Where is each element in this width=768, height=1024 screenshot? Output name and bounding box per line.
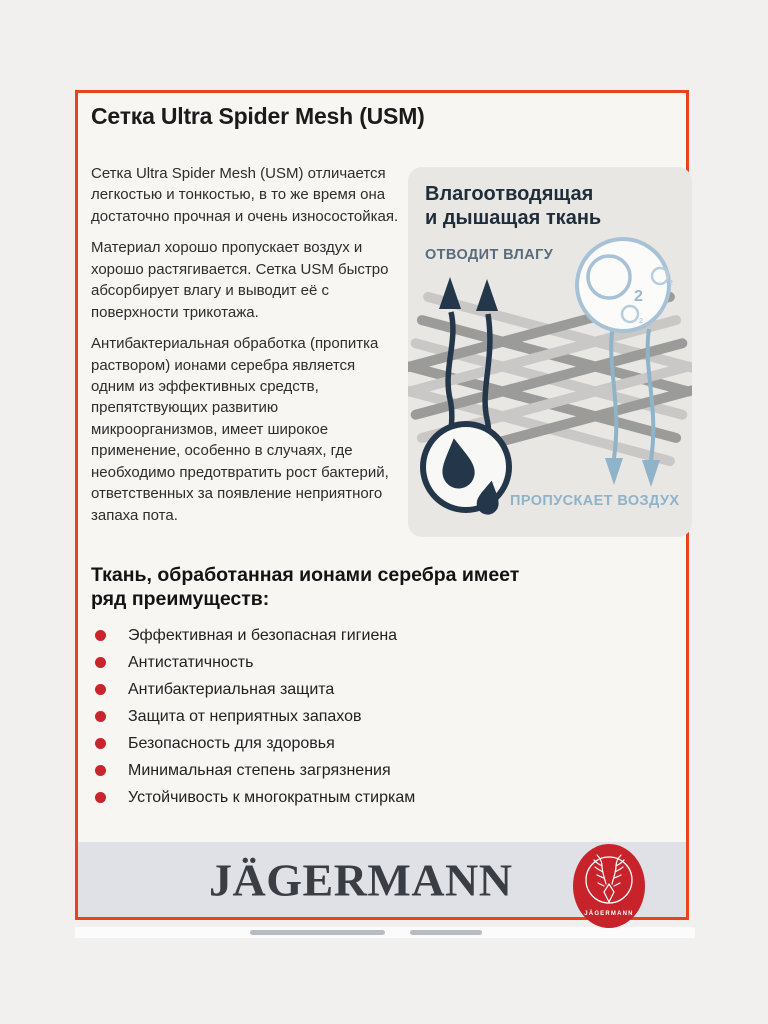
bullet-dot-icon bbox=[95, 684, 106, 695]
bullet-dot-icon bbox=[95, 630, 106, 641]
svg-text:2: 2 bbox=[639, 318, 643, 325]
brand-footer bbox=[78, 842, 686, 917]
list-item bbox=[95, 676, 415, 703]
list-item-label: Устойчивость к многократным стиркам bbox=[128, 788, 416, 806]
oxygen-circle-icon bbox=[577, 239, 673, 331]
diagram-title-line1: Влагоотводящая bbox=[425, 183, 594, 205]
list-item-label: Минимальная степень загрязнения bbox=[128, 761, 391, 779]
description-paragraph: Антибактериальная обработка (пропитка раствором) ионами серебра является одним из эффективных средств, препятствующих развитию микроорганизмов, имеет широкое применение, особенно в случаях, где необходимо предотвратить рост бактерий, ответственных за появление неприятного запаха пота. bbox=[91, 335, 389, 524]
svg-text:2: 2 bbox=[669, 280, 673, 287]
description-paragraph: Сетка Ultra Spider Mesh (USM) отличается легкостью и тонкостью, в то же время она достаточно прочная и очень износостойкая. bbox=[91, 165, 399, 225]
diagram-title bbox=[425, 182, 601, 231]
list-item-label: Эффективная и безопасная гигиена bbox=[128, 626, 398, 644]
bullet-dot-icon bbox=[95, 765, 106, 776]
description-paragraph: Материал хорошо пропускает воздух и хорошо растягивается. Сетка USM быстро абсорбирует влагу и выводит её с поверхности трикотажа. bbox=[91, 239, 389, 321]
list-item-label: Защита от неприятных запахов bbox=[128, 707, 362, 725]
list-item bbox=[95, 757, 415, 784]
list-item bbox=[95, 649, 415, 676]
brand-wordmark: JÄGERMANN bbox=[209, 854, 513, 905]
svg-text:2: 2 bbox=[634, 288, 643, 305]
wicks-moisture-label: ОТВОДИТ ВЛАГУ bbox=[425, 247, 554, 263]
page-title: Сетка Ultra Spider Mesh (USM) bbox=[91, 103, 425, 129]
water-drops-circle-icon bbox=[423, 424, 509, 516]
peek-bar bbox=[250, 930, 385, 935]
bullet-dot-icon bbox=[95, 738, 106, 749]
fabric-diagram-panel bbox=[408, 167, 692, 537]
list-item bbox=[95, 784, 415, 811]
bullet-dot-icon bbox=[95, 792, 106, 803]
description-column bbox=[91, 163, 400, 536]
product-info-card bbox=[75, 90, 689, 920]
bullet-dot-icon bbox=[95, 711, 106, 722]
list-item-label: Антистатичность bbox=[128, 653, 254, 671]
bullet-dot-icon bbox=[95, 657, 106, 668]
list-item-label: Безопасность для здоровья bbox=[128, 734, 335, 752]
next-image-peek bbox=[75, 927, 695, 938]
list-item bbox=[95, 703, 415, 730]
advantages-list bbox=[95, 622, 415, 811]
advantages-heading: Ткань, обработанная ионами серебра имеет ряд преимуществ: bbox=[91, 564, 520, 611]
list-item-label: Антибактериальная защита bbox=[128, 680, 335, 698]
brand-logo bbox=[573, 844, 645, 928]
list-item bbox=[95, 730, 415, 757]
peek-bar bbox=[410, 930, 482, 935]
svg-text:JÄGERMANN: JÄGERMANN bbox=[584, 911, 634, 917]
diagram-title-line2: и дышащая ткань bbox=[425, 207, 602, 230]
deer-emblem-icon bbox=[573, 844, 645, 928]
lets-air-through-label: ПРОПУСКАЕТ ВОЗДУХ bbox=[510, 493, 680, 509]
list-item bbox=[95, 622, 415, 649]
